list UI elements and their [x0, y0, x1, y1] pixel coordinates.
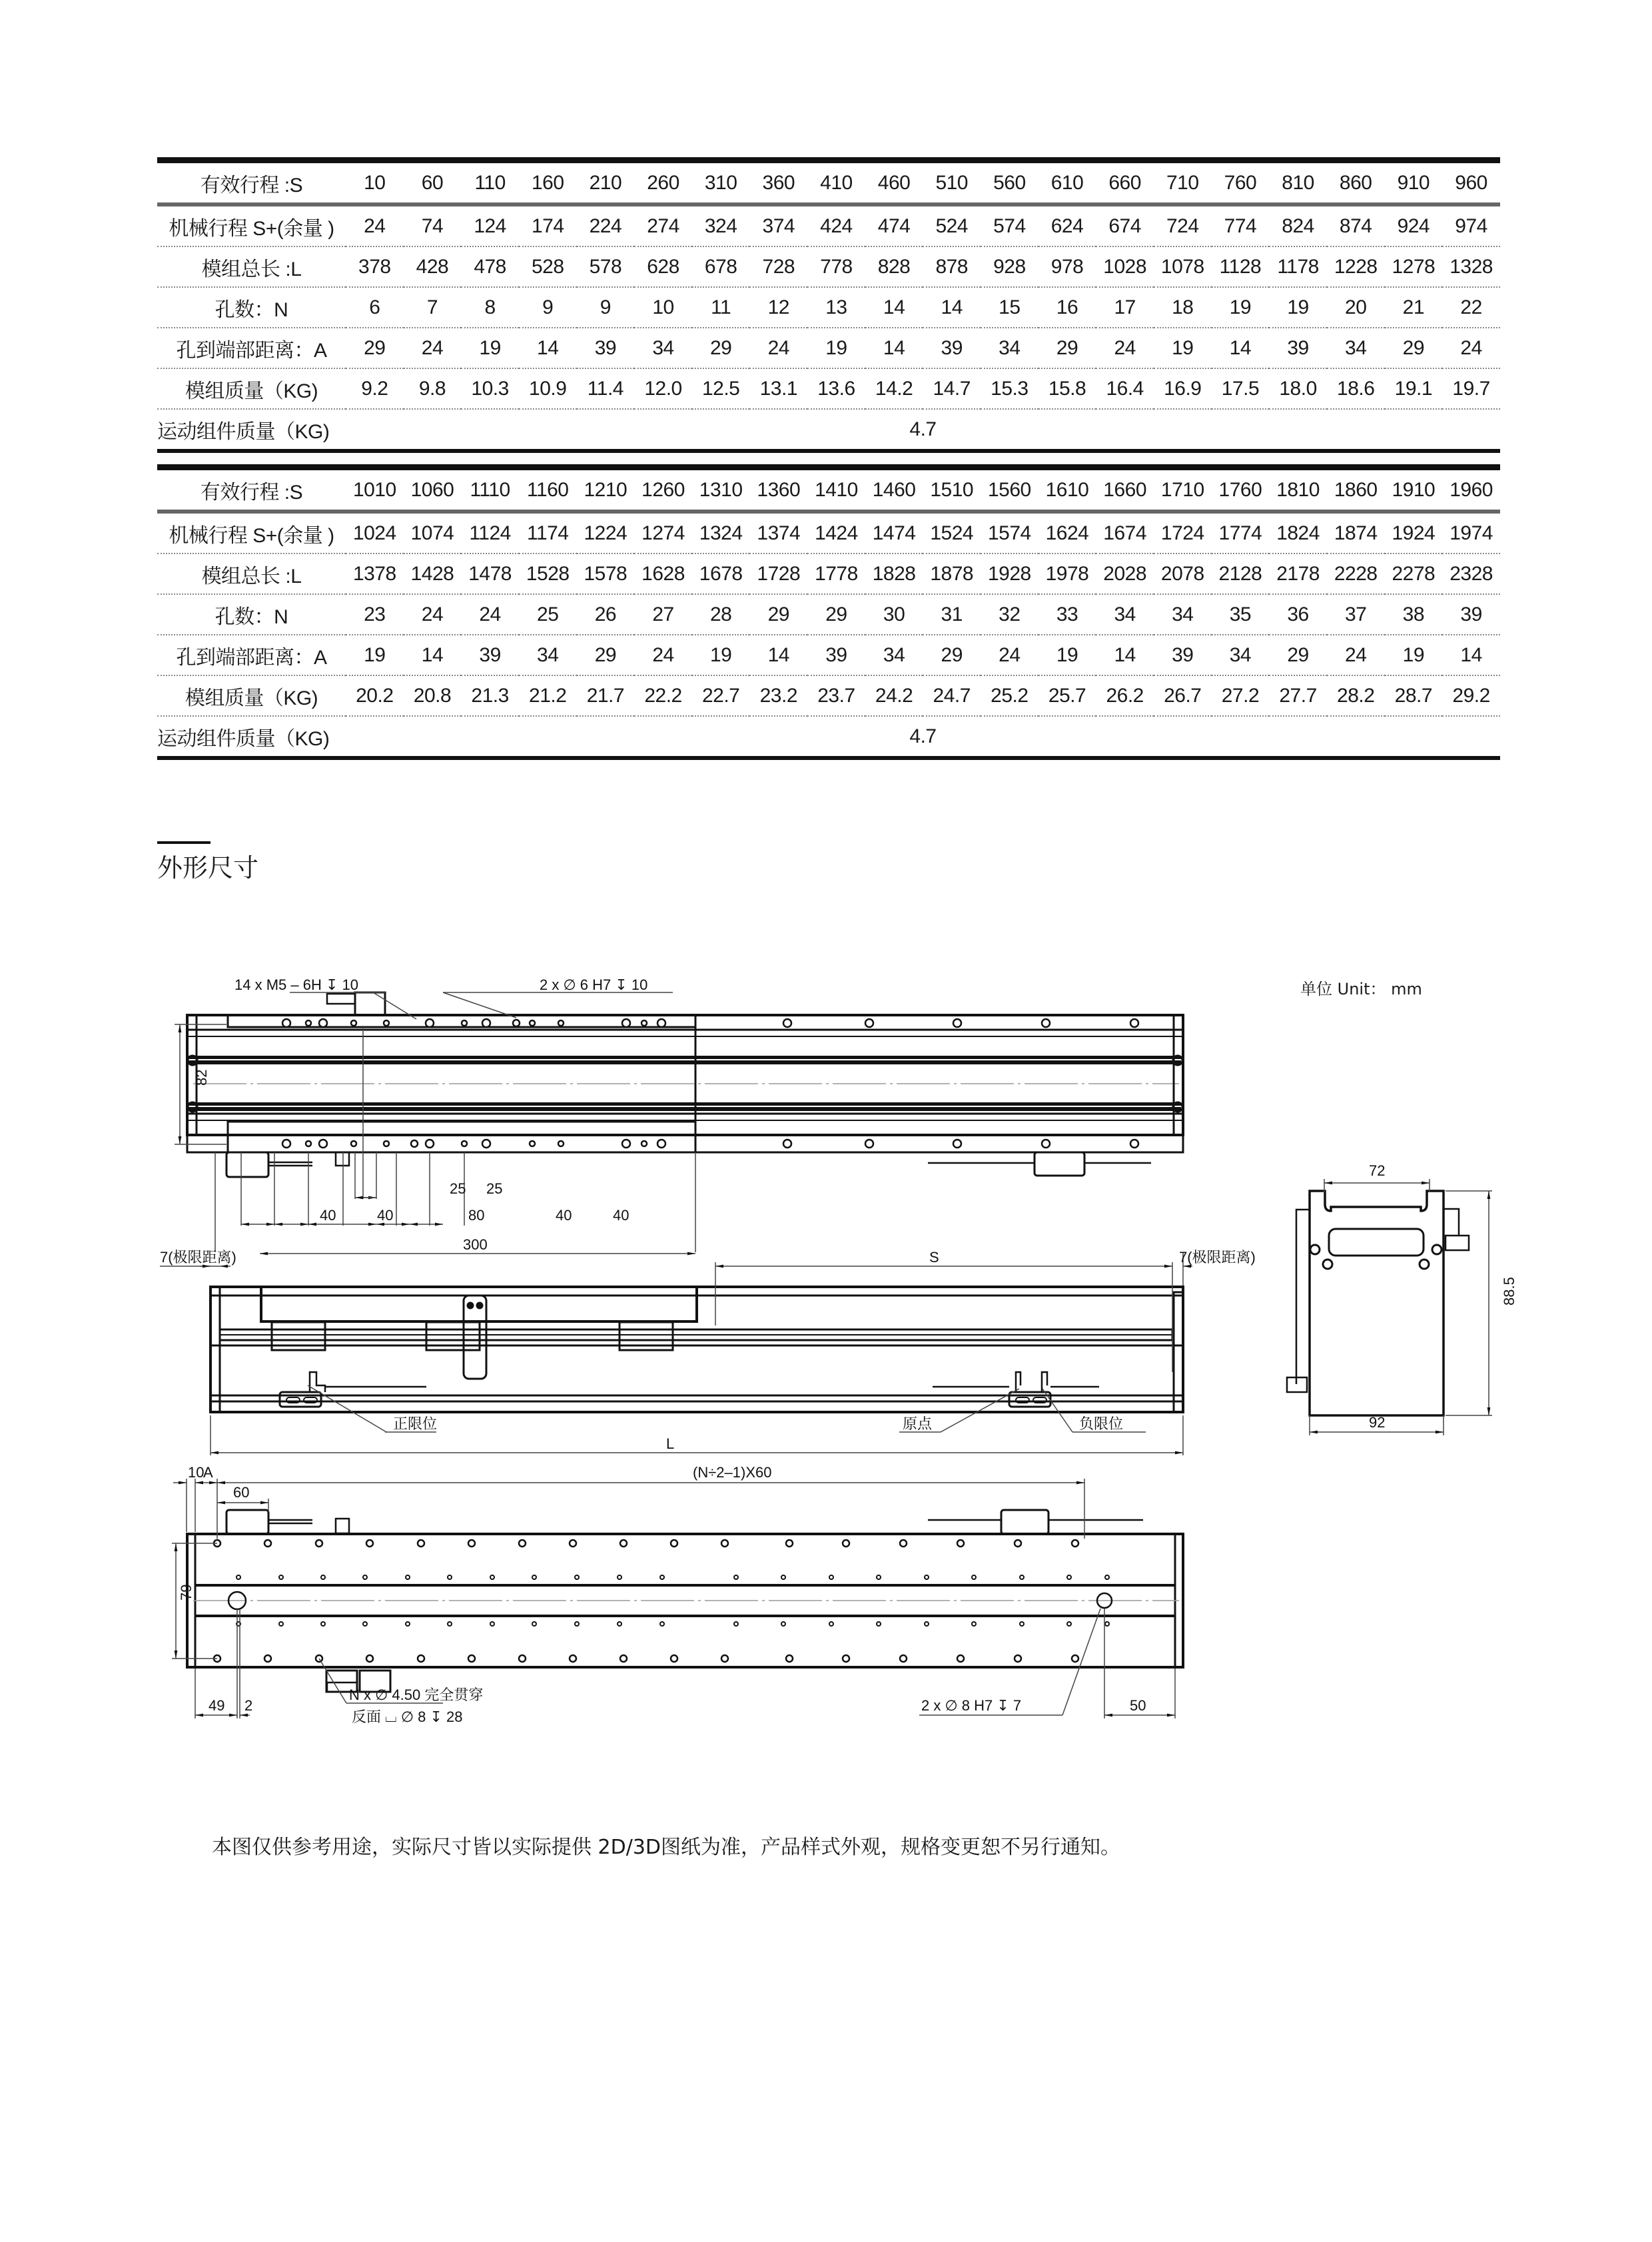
svg-text:49: 49 — [208, 1697, 225, 1714]
svg-text:40: 40 — [320, 1207, 336, 1224]
row-label: 孔到端部距离：A — [157, 328, 346, 368]
svg-text:72: 72 — [1369, 1162, 1386, 1179]
callout-pins-top: 2 x ∅ 6 H7 ↧ 10 — [540, 976, 648, 993]
table-cell: 810 — [1269, 161, 1327, 205]
table-cell: 1960 — [1442, 468, 1500, 512]
table-cell: 34 — [519, 635, 577, 675]
table-cell: 1578 — [577, 554, 635, 594]
table-cell: 1974 — [1442, 512, 1500, 554]
footnote: 本图仅供参考用途，实际尺寸皆以实际提供 2D/3D图纸为准，产品样式外观，规格变更恕不另行通知。 — [212, 1836, 1121, 1859]
table-cell: 22 — [1442, 287, 1500, 328]
table-cell: 2278 — [1385, 554, 1443, 594]
table-cell: 24 — [1096, 328, 1154, 368]
table-cell: 1728 — [749, 554, 807, 594]
table-cell: 324 — [692, 204, 750, 246]
table-cell: 1710 — [1154, 468, 1212, 512]
table-cell: 1460 — [865, 468, 923, 512]
table-cell: 1324 — [692, 512, 750, 554]
table-cell: 1260 — [634, 468, 692, 512]
table-cell: 2178 — [1269, 554, 1327, 594]
table-cell: 1174 — [519, 512, 577, 554]
table-cell: 21 — [1385, 287, 1443, 328]
table-cell: 1328 — [1442, 246, 1500, 287]
table-cell: 374 — [749, 204, 807, 246]
row-label: 有效行程 :S — [157, 468, 346, 512]
table-cell: 1110 — [461, 468, 519, 512]
table-cell: 18.6 — [1327, 368, 1385, 409]
end-view — [1287, 1191, 1469, 1415]
row-label: 有效行程 :S — [157, 161, 346, 205]
side-view — [210, 1287, 1183, 1412]
table-cell: 2128 — [1212, 554, 1270, 594]
table-cell: 19 — [807, 328, 865, 368]
table-cell: 31 — [923, 594, 981, 635]
svg-text:7(极限距离): 7(极限距离) — [1179, 1249, 1256, 1266]
table-cell: 1724 — [1154, 512, 1212, 554]
table-cell: 9 — [519, 287, 577, 328]
table-cell: 24 — [634, 635, 692, 675]
table-cell: 34 — [1096, 594, 1154, 635]
svg-text:25: 25 — [450, 1180, 466, 1197]
svg-text:40: 40 — [613, 1207, 629, 1224]
bottom-view — [187, 1510, 1183, 1692]
section-title: 外形尺寸 — [157, 853, 259, 883]
table-cell: 474 — [865, 204, 923, 246]
table-cell: 1310 — [692, 468, 750, 512]
table-cell: 29 — [1038, 328, 1096, 368]
table-cell: 774 — [1212, 204, 1270, 246]
table-cell: 1010 — [346, 468, 404, 512]
table-cell: 29 — [807, 594, 865, 635]
table-cell: 1878 — [923, 554, 981, 594]
row-label: 机械行程 S+(余量 ) — [157, 512, 346, 554]
table-cell: 1060 — [404, 468, 462, 512]
table-cell: 19.1 — [1385, 368, 1443, 409]
moving-mass-value: 4.7 — [346, 716, 1500, 758]
table-cell: 33 — [1038, 594, 1096, 635]
table-cell: 9 — [577, 287, 635, 328]
table-cell: 12 — [749, 287, 807, 328]
table-cell: 14.7 — [923, 368, 981, 409]
table-cell: 574 — [981, 204, 1038, 246]
table-cell: 14 — [519, 328, 577, 368]
table-cell: 1678 — [692, 554, 750, 594]
table-cell: 760 — [1212, 161, 1270, 205]
table-cell: 24 — [1442, 328, 1500, 368]
svg-text:25: 25 — [486, 1180, 503, 1197]
svg-text:S: S — [929, 1249, 939, 1266]
table-cell: 24 — [461, 594, 519, 635]
table-cell: 710 — [1154, 161, 1212, 205]
callout-counterbore: 反面 ⌴ ∅ 8 ↧ 28 — [352, 1708, 463, 1725]
table-cell: 29 — [923, 635, 981, 675]
table-cell: 628 — [634, 246, 692, 287]
table-cell: 30 — [865, 594, 923, 635]
table-cell: 1860 — [1327, 468, 1385, 512]
table-cell: 24 — [1327, 635, 1385, 675]
row-label: 模组总长 :L — [157, 554, 346, 594]
table-cell: 610 — [1038, 161, 1096, 205]
table-cell: 924 — [1385, 204, 1443, 246]
table-cell: 1474 — [865, 512, 923, 554]
table-cell: 1478 — [461, 554, 519, 594]
table-cell: 22.7 — [692, 675, 750, 716]
table-cell: 60 — [404, 161, 462, 205]
table-cell: 860 — [1327, 161, 1385, 205]
unit-label: 单位 Unit： mm — [1300, 980, 1422, 998]
table-cell: 2328 — [1442, 554, 1500, 594]
table-cell: 2228 — [1327, 554, 1385, 594]
table-cell: 210 — [577, 161, 635, 205]
table-cell: 15 — [981, 287, 1038, 328]
table-cell: 34 — [1327, 328, 1385, 368]
table-cell: 524 — [923, 204, 981, 246]
table-cell: 910 — [1385, 161, 1443, 205]
table-cell: 39 — [577, 328, 635, 368]
table-cell: 14 — [865, 328, 923, 368]
table-cell: 19 — [346, 635, 404, 675]
label-pos-limit: 正限位 — [393, 1415, 438, 1432]
table-cell: 1228 — [1327, 246, 1385, 287]
table-cell: 14 — [1096, 635, 1154, 675]
table-cell: 728 — [749, 246, 807, 287]
table-cell: 15.8 — [1038, 368, 1096, 409]
table-cell: 1628 — [634, 554, 692, 594]
table-cell: 39 — [1154, 635, 1212, 675]
table-cell: 1224 — [577, 512, 635, 554]
table-cell: 10 — [346, 161, 404, 205]
table-cell: 29 — [1269, 635, 1327, 675]
svg-text:92: 92 — [1369, 1414, 1386, 1431]
row-label: 模组质量（KG) — [157, 675, 346, 716]
table-cell: 674 — [1096, 204, 1154, 246]
table-cell: 1774 — [1212, 512, 1270, 554]
table-cell: 1610 — [1038, 468, 1096, 512]
table-cell: 460 — [865, 161, 923, 205]
table-cell: 1160 — [519, 468, 577, 512]
table-cell: 16.9 — [1154, 368, 1212, 409]
table-cell: 1210 — [577, 468, 635, 512]
table-cell: 1124 — [461, 512, 519, 554]
svg-text:40: 40 — [556, 1207, 572, 1224]
table-cell: 1374 — [749, 512, 807, 554]
moving-mass-value: 4.7 — [346, 409, 1500, 451]
table-cell: 1428 — [404, 554, 462, 594]
table-cell: 21.2 — [519, 675, 577, 716]
top-view — [187, 992, 1183, 1177]
table-cell: 8 — [461, 287, 519, 328]
table-cell: 14 — [1442, 635, 1500, 675]
table-cell: 14 — [1212, 328, 1270, 368]
table-cell: 274 — [634, 204, 692, 246]
table-cell: 26.7 — [1154, 675, 1212, 716]
table-cell: 74 — [404, 204, 462, 246]
table-cell: 1924 — [1385, 512, 1443, 554]
table-cell: 29 — [749, 594, 807, 635]
svg-text:7(极限距离): 7(极限距离) — [160, 1249, 236, 1266]
table-cell: 19 — [1385, 635, 1443, 675]
table-cell: 14.2 — [865, 368, 923, 409]
table-cell: 13 — [807, 287, 865, 328]
table-cell: 824 — [1269, 204, 1327, 246]
svg-text:60: 60 — [233, 1484, 250, 1501]
table-cell: 1674 — [1096, 512, 1154, 554]
svg-text:10: 10 — [188, 1464, 205, 1481]
table-cell: 39 — [1442, 594, 1500, 635]
table-cell: 13.1 — [749, 368, 807, 409]
table-cell: 778 — [807, 246, 865, 287]
table-cell: 26.2 — [1096, 675, 1154, 716]
table-cell: 1128 — [1212, 246, 1270, 287]
table-cell: 2028 — [1096, 554, 1154, 594]
svg-text:80: 80 — [468, 1207, 485, 1224]
table-cell: 1410 — [807, 468, 865, 512]
table-cell: 29 — [577, 635, 635, 675]
table-cell: 39 — [1269, 328, 1327, 368]
table-cell: 21.7 — [577, 675, 635, 716]
table-cell: 1560 — [981, 468, 1038, 512]
table-cell: 624 — [1038, 204, 1096, 246]
label-origin: 原点 — [903, 1415, 933, 1432]
table-cell: 19 — [1269, 287, 1327, 328]
svg-text:79: 79 — [178, 1584, 195, 1601]
table-cell: 1978 — [1038, 554, 1096, 594]
table-cell: 34 — [981, 328, 1038, 368]
table-cell: 974 — [1442, 204, 1500, 246]
table-cell: 7 — [404, 287, 462, 328]
svg-text:2: 2 — [244, 1697, 253, 1714]
table-cell: 20.8 — [404, 675, 462, 716]
table-cell: 11.4 — [577, 368, 635, 409]
table-cell: 19.7 — [1442, 368, 1500, 409]
table-cell: 1778 — [807, 554, 865, 594]
callout-pins-bottom: 2 x ∅ 8 H7 ↧ 7 — [921, 1697, 1022, 1714]
table-cell: 160 — [519, 161, 577, 205]
table-cell: 18 — [1154, 287, 1212, 328]
table-cell: 19 — [692, 635, 750, 675]
table-cell: 13.6 — [807, 368, 865, 409]
table-cell: 978 — [1038, 246, 1096, 287]
table-cell: 24 — [981, 635, 1038, 675]
table-cell: 24.2 — [865, 675, 923, 716]
table-cell: 26 — [577, 594, 635, 635]
svg-text:40: 40 — [377, 1207, 394, 1224]
table-cell: 24 — [404, 328, 462, 368]
table-cell: 1874 — [1327, 512, 1385, 554]
table-cell: 1378 — [346, 554, 404, 594]
table-cell: 6 — [346, 287, 404, 328]
table-cell: 110 — [461, 161, 519, 205]
label-neg-limit: 负限位 — [1079, 1415, 1124, 1432]
table-cell: 16.4 — [1096, 368, 1154, 409]
svg-text:88.5: 88.5 — [1501, 1277, 1517, 1306]
table-cell: 21.3 — [461, 675, 519, 716]
table-cell: 29 — [346, 328, 404, 368]
svg-text:L: L — [666, 1435, 675, 1452]
table-cell: 39 — [461, 635, 519, 675]
table-cell: 32 — [981, 594, 1038, 635]
table-cell: 34 — [1212, 635, 1270, 675]
table-cell: 1810 — [1269, 468, 1327, 512]
table-cell: 424 — [807, 204, 865, 246]
table-cell: 28.7 — [1385, 675, 1443, 716]
table-cell: 12.0 — [634, 368, 692, 409]
table-cell: 14 — [404, 635, 462, 675]
table-cell: 928 — [981, 246, 1038, 287]
row-label: 运动组件质量（KG) — [157, 716, 346, 758]
table-cell: 510 — [923, 161, 981, 205]
table-cell: 428 — [404, 246, 462, 287]
table-cell: 38 — [1385, 594, 1443, 635]
table-cell: 1524 — [923, 512, 981, 554]
table-cell: 578 — [577, 246, 635, 287]
table-cell: 19 — [1212, 287, 1270, 328]
row-label: 孔数：N — [157, 594, 346, 635]
table-cell: 1078 — [1154, 246, 1212, 287]
table-cell: 27.2 — [1212, 675, 1270, 716]
row-label: 机械行程 S+(余量 ) — [157, 204, 346, 246]
table-cell: 11 — [692, 287, 750, 328]
table-cell: 9.8 — [404, 368, 462, 409]
table-cell: 23.7 — [807, 675, 865, 716]
table-cell: 28 — [692, 594, 750, 635]
table-cell: 10 — [634, 287, 692, 328]
table-cell: 20.2 — [346, 675, 404, 716]
row-label: 运动组件质量（KG) — [157, 409, 346, 451]
table-cell: 1624 — [1038, 512, 1096, 554]
table-cell: 19 — [1154, 328, 1212, 368]
table-cell: 1074 — [404, 512, 462, 554]
table-cell: 1028 — [1096, 246, 1154, 287]
table-cell: 1910 — [1385, 468, 1443, 512]
table-cell: 1024 — [346, 512, 404, 554]
table-cell: 25.2 — [981, 675, 1038, 716]
table-cell: 14 — [923, 287, 981, 328]
table-cell: 1424 — [807, 512, 865, 554]
table-cell: 10.9 — [519, 368, 577, 409]
callout-through-holes: N x ∅ 4.50 完全贯穿 — [349, 1686, 484, 1703]
table-cell: 39 — [807, 635, 865, 675]
table-cell: 29 — [692, 328, 750, 368]
table-cell: 1510 — [923, 468, 981, 512]
table-cell: 34 — [1154, 594, 1212, 635]
table-cell: 124 — [461, 204, 519, 246]
table-cell: 24 — [346, 204, 404, 246]
table-cell: 24 — [404, 594, 462, 635]
table-cell: 29.2 — [1442, 675, 1500, 716]
table-cell: 310 — [692, 161, 750, 205]
table-cell: 560 — [981, 161, 1038, 205]
table-cell: 1660 — [1096, 468, 1154, 512]
svg-text:300: 300 — [463, 1236, 488, 1253]
table-cell: 874 — [1327, 204, 1385, 246]
table-cell: 1178 — [1269, 246, 1327, 287]
table-cell: 14 — [865, 287, 923, 328]
table-cell: 828 — [865, 246, 923, 287]
table-cell: 20 — [1327, 287, 1385, 328]
table-cell: 23 — [346, 594, 404, 635]
table-cell: 378 — [346, 246, 404, 287]
table-cell: 1274 — [634, 512, 692, 554]
table-cell: 34 — [865, 635, 923, 675]
table-cell: 19 — [1038, 635, 1096, 675]
table-cell: 36 — [1269, 594, 1327, 635]
table-cell: 12.5 — [692, 368, 750, 409]
table-cell: 660 — [1096, 161, 1154, 205]
table-cell: 1760 — [1212, 468, 1270, 512]
table-cell: 1574 — [981, 512, 1038, 554]
table-cell: 528 — [519, 246, 577, 287]
table-cell: 878 — [923, 246, 981, 287]
table-cell: 960 — [1442, 161, 1500, 205]
table-cell: 678 — [692, 246, 750, 287]
table-cell: 1824 — [1269, 512, 1327, 554]
table-cell: 25.7 — [1038, 675, 1096, 716]
table-cell: 34 — [634, 328, 692, 368]
table-cell: 28.2 — [1327, 675, 1385, 716]
table-cell: 18.0 — [1269, 368, 1327, 409]
table-cell: 1528 — [519, 554, 577, 594]
row-label: 孔到端部距离：A — [157, 635, 346, 675]
table-cell: 17.5 — [1212, 368, 1270, 409]
table-cell: 24.7 — [923, 675, 981, 716]
table-cell: 23.2 — [749, 675, 807, 716]
callout-threads: 14 x M5 – 6H ↧ 10 — [234, 976, 358, 993]
row-label: 模组质量（KG) — [157, 368, 346, 409]
table-cell: 360 — [749, 161, 807, 205]
table-cell: 1278 — [1385, 246, 1443, 287]
table-cell: 410 — [807, 161, 865, 205]
svg-text:50: 50 — [1130, 1697, 1146, 1714]
table-cell: 174 — [519, 204, 577, 246]
row-label: 模组总长 :L — [157, 246, 346, 287]
table-cell: 27 — [634, 594, 692, 635]
table-cell: 24 — [749, 328, 807, 368]
svg-text:A: A — [203, 1464, 213, 1481]
table-cell: 1928 — [981, 554, 1038, 594]
row-label: 孔数：N — [157, 287, 346, 328]
table-cell: 9.2 — [346, 368, 404, 409]
table-cell: 260 — [634, 161, 692, 205]
table-cell: 478 — [461, 246, 519, 287]
table-cell: 22.2 — [634, 675, 692, 716]
table-cell: 39 — [923, 328, 981, 368]
table-cell: 15.3 — [981, 368, 1038, 409]
table-cell: 35 — [1212, 594, 1270, 635]
table-cell: 14 — [749, 635, 807, 675]
table-cell: 29 — [1385, 328, 1443, 368]
table-cell: 16 — [1038, 287, 1096, 328]
table-cell: 27.7 — [1269, 675, 1327, 716]
svg-text:82: 82 — [193, 1069, 210, 1086]
table-cell: 19 — [461, 328, 519, 368]
svg-text:(N÷2–1)X60: (N÷2–1)X60 — [693, 1464, 772, 1481]
table-cell: 224 — [577, 204, 635, 246]
table-cell: 1828 — [865, 554, 923, 594]
table-cell: 25 — [519, 594, 577, 635]
table-cell: 1360 — [749, 468, 807, 512]
table-cell: 17 — [1096, 287, 1154, 328]
table-cell: 724 — [1154, 204, 1212, 246]
table-cell: 37 — [1327, 594, 1385, 635]
table-cell: 10.3 — [461, 368, 519, 409]
table-cell: 2078 — [1154, 554, 1212, 594]
